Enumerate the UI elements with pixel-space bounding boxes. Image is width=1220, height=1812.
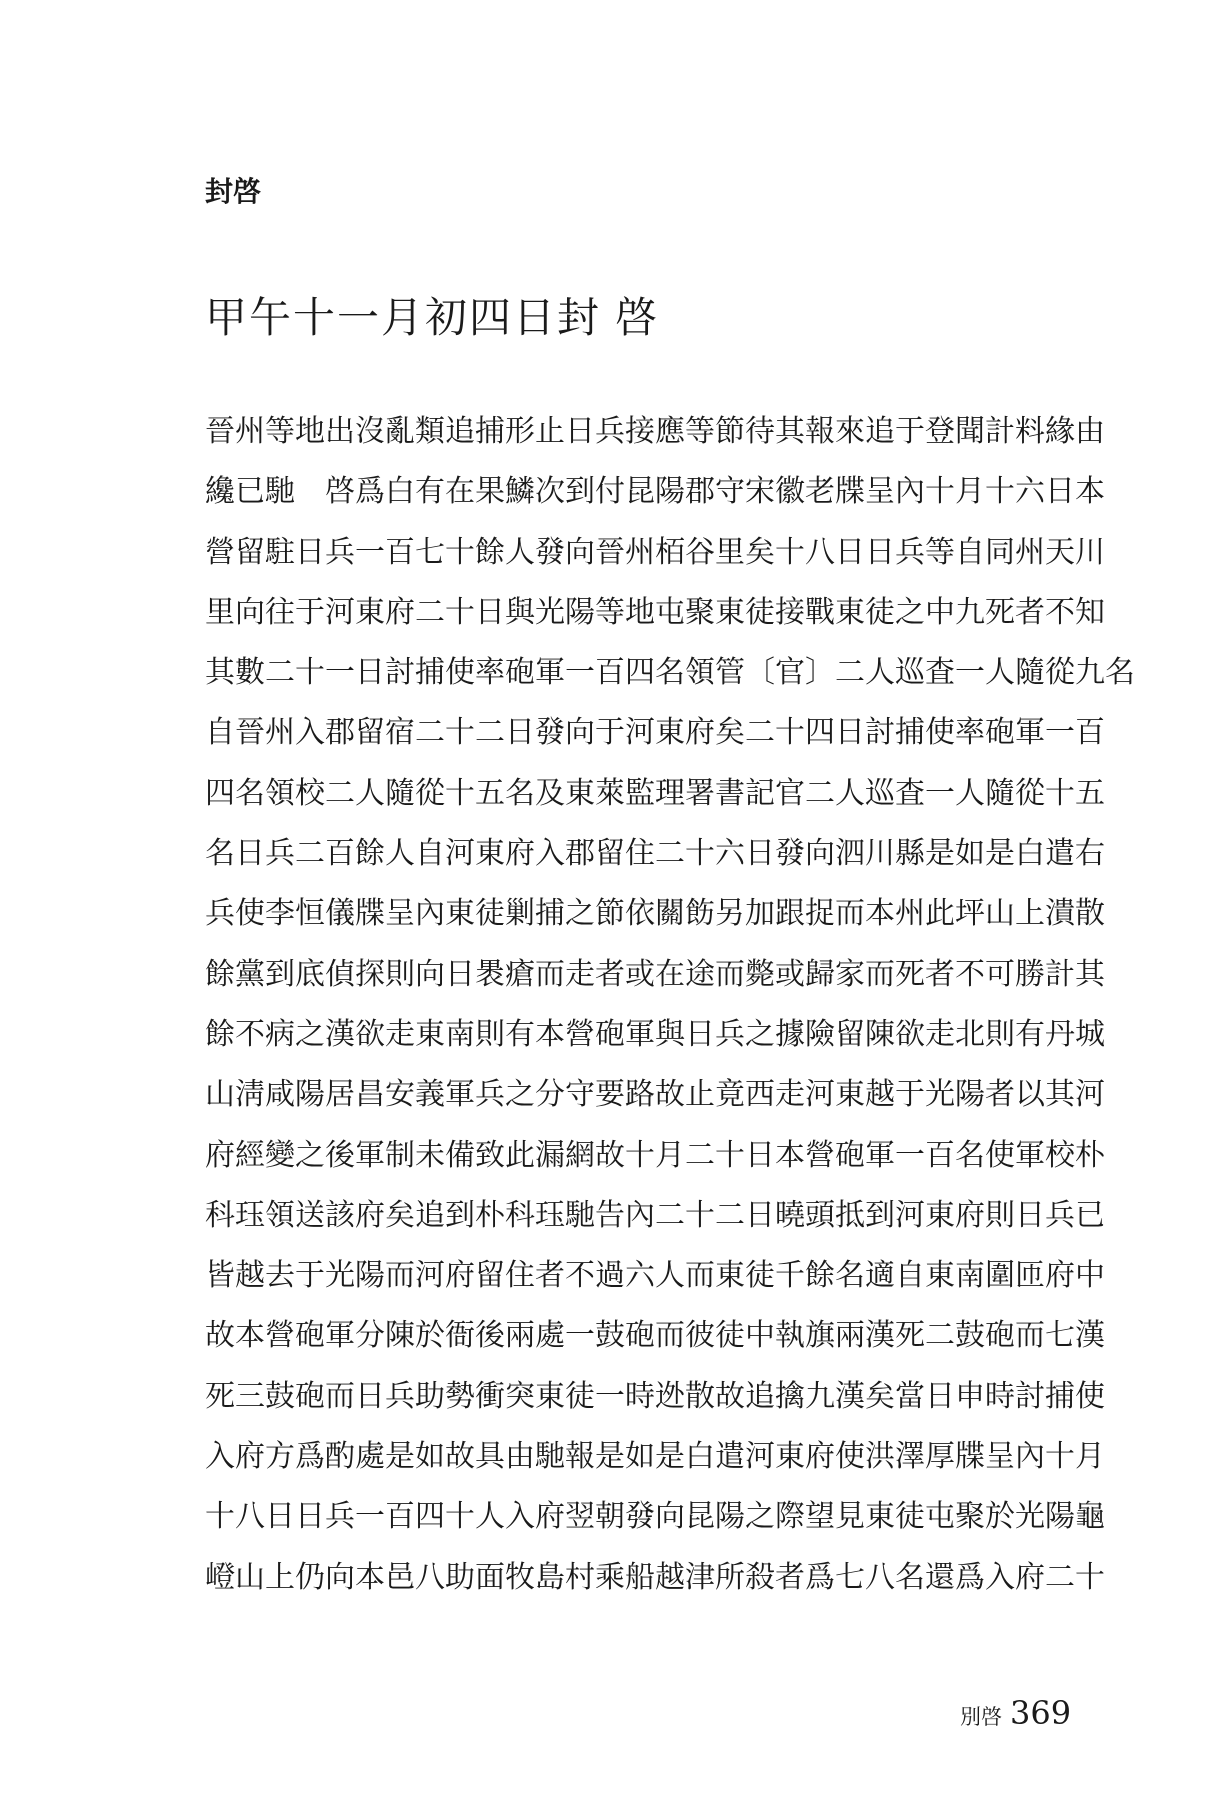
body-line: 其數二十一日討捕使率砲軍一百四名領管〔官〕二人巡査一人隨從九名: [205, 655, 1135, 691]
body-line: 入府方爲酌處是如故具由馳報是如是白遣河東府使洪澤厚牒呈內十月: [205, 1439, 1105, 1475]
entry-title-text: 甲午十一月初四日封: [205, 293, 602, 342]
body-line: 嶝山上仍向本邑八助面牧島村乘船越津所殺者爲七八名還爲入府二十: [205, 1559, 1105, 1595]
body-text: [205, 402, 1135, 1608]
body-line: 四名領校二人隨從十五名及東萊監理署書記官二人巡査一人隨從十五: [205, 775, 1105, 811]
body-line: 故本營砲軍分陳於衙後兩處一鼓砲而彼徒中執旗兩漢死二鼓砲而七漢: [205, 1318, 1105, 1354]
body-line: 十八日日兵一百四十人入府翌朝發向昆陽之際望見東徒屯聚於光陽龜: [205, 1499, 1105, 1535]
body-line: 死三鼓砲而日兵助勢衝突東徒一時迯散故追擒九漢矣當日申時討捕使: [205, 1378, 1105, 1414]
body-line: 餘黨到底偵探則向日褁瘡而走者或在途而斃或歸家而死者不可勝計其: [205, 956, 1105, 992]
page-number: 369: [1010, 1694, 1072, 1732]
section-header: 封啓: [205, 175, 262, 208]
body-line: 皆越去于光陽而河府留住者不過六人而東徒千餘名適自東南圍匝府中: [205, 1258, 1105, 1294]
page-footer: [960, 1693, 1071, 1739]
body-line: 府經變之後軍制未備致此漏網故十月二十日本營砲軍一百名使軍校朴: [205, 1137, 1105, 1173]
body-line: 里向往于河東府二十日與光陽等地屯聚東徒接戰東徒之中九死者不知: [205, 594, 1105, 630]
body-line: 山淸咸陽居昌安義軍兵之分守要路故止竟西走河東越于光陽者以其河: [205, 1077, 1105, 1113]
body-line: 纔已馳 啓爲白有在果鱗次到付昆陽郡守宋徽老牒呈內十月十六日本: [205, 474, 1105, 510]
running-footer-label: 別啓: [960, 1705, 1002, 1729]
entry-title: [205, 290, 659, 346]
body-line: 科珏領送該府矣追到朴科珏馳告內二十二日曉頭抵到河東府則日兵已: [205, 1197, 1105, 1233]
body-line: 自晉州入郡留宿二十二日發向于河東府矣二十四日討捕使率砲軍一百: [205, 715, 1105, 751]
body-line: 兵使李恒儀牒呈內東徒剿捕之節依關飭另加跟捉而本州此坪山上潰散: [205, 896, 1105, 932]
body-line: 晉州等地出沒亂類追捕形止日兵接應等節待其報來追于登聞計料緣由: [205, 414, 1105, 449]
body-line: 名日兵二百餘人自河東府入郡留住二十六日發向泗川縣是如是白遣右: [205, 836, 1105, 872]
body-line: 營留駐日兵一百七十餘人發向晉州栢谷里矣十八日日兵等自同州天川: [205, 534, 1105, 570]
entry-title-suffix: 啓: [615, 293, 660, 342]
body-line: 餘不病之漢欲走東南則有本營砲軍與日兵之據險留陳欲走北則有丹城: [205, 1016, 1105, 1052]
